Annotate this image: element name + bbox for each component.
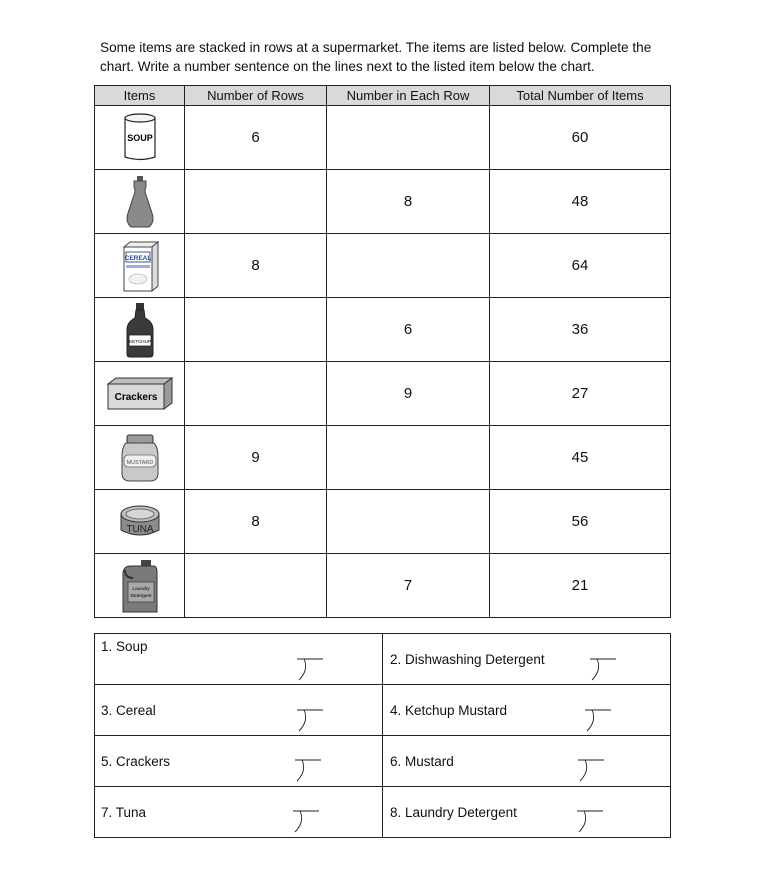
rows-cell: 6 (185, 106, 327, 170)
each-cell[interactable] (327, 106, 490, 170)
number-sentence-table (94, 633, 671, 838)
each-cell: 9 (327, 362, 490, 426)
item-cell (95, 490, 185, 554)
table-row (95, 426, 671, 490)
crackers-box-icon (105, 376, 175, 412)
answer-label: 3. Cereal (101, 703, 156, 718)
header-items: Items (95, 86, 185, 106)
each-cell: 7 (327, 554, 490, 618)
tuna-can-label: TUNA (125, 523, 154, 535)
answer-line-icon (293, 759, 323, 783)
answer-cell-dishwashing-detergent[interactable] (383, 634, 671, 685)
each-cell[interactable] (327, 426, 490, 490)
table-row (95, 490, 671, 554)
answer-cell-ketchup-mustard[interactable] (383, 685, 671, 736)
answer-label: 6. Mustard (390, 754, 454, 769)
total-cell: 60 (490, 106, 671, 170)
answer-line-icon (588, 658, 618, 682)
rows-cell: 8 (185, 234, 327, 298)
multiplication-chart (94, 85, 671, 618)
table-row (95, 554, 671, 618)
laundry-detergent-jug-icon (119, 558, 161, 614)
table-row (95, 106, 671, 170)
answer-row (95, 736, 671, 787)
answer-label: 1. Soup (101, 639, 148, 654)
dish-detergent-bottle-icon (122, 175, 158, 229)
header-total-number-of-items: Total Number of Items (490, 86, 671, 106)
soup-can-label: SOUP (126, 132, 153, 143)
answer-line-icon (295, 709, 325, 733)
item-cell (95, 426, 185, 490)
tuna-can-icon (117, 500, 163, 544)
rows-cell[interactable] (185, 170, 327, 234)
answer-label: 2. Dishwashing Detergent (390, 652, 545, 667)
answer-label: 8. Laundry Detergent (390, 805, 517, 820)
answer-cell-mustard[interactable] (383, 736, 671, 787)
cereal-box-label: CEREAL (124, 254, 151, 262)
table-row (95, 298, 671, 362)
header-number-in-each-row: Number in Each Row (327, 86, 490, 106)
answer-cell-laundry-detergent[interactable] (383, 787, 671, 838)
laundry-detergent-label: Laundry (131, 586, 150, 592)
item-cell (95, 170, 185, 234)
answer-line-icon (295, 658, 325, 682)
rows-cell[interactable] (185, 362, 327, 426)
answer-label: 5. Crackers (101, 754, 171, 769)
laundry-detergent-label-2: Detergent (129, 593, 152, 599)
total-cell: 27 (490, 362, 671, 426)
item-cell (95, 106, 185, 170)
answer-row (95, 634, 671, 685)
crackers-box-label: Crackers (114, 391, 157, 403)
instructions (100, 38, 700, 76)
answer-row (95, 685, 671, 736)
item-cell (95, 234, 185, 298)
total-cell: 56 (490, 490, 671, 554)
item-cell (95, 554, 185, 618)
mustard-jar-label: MUSTARD (126, 459, 153, 466)
table-row (95, 234, 671, 298)
rows-cell[interactable] (185, 298, 327, 362)
soup-can-icon (120, 112, 160, 164)
answer-cell-cereal[interactable] (95, 685, 383, 736)
total-cell: 45 (490, 426, 671, 490)
each-cell: 8 (327, 170, 490, 234)
header-number-of-rows: Number of Rows (185, 86, 327, 106)
answer-line-icon (291, 810, 321, 834)
total-cell: 21 (490, 554, 671, 618)
each-cell: 6 (327, 298, 490, 362)
rows-cell[interactable] (185, 554, 327, 618)
answer-line-icon (576, 759, 606, 783)
answer-line-icon (583, 709, 613, 733)
rows-cell: 9 (185, 426, 327, 490)
answer-label: 4. Ketchup Mustard (390, 703, 508, 718)
rows-cell: 8 (185, 490, 327, 554)
answer-label: 7. Tuna (101, 805, 147, 820)
answer-cell-soup[interactable] (95, 634, 383, 685)
total-cell: 64 (490, 234, 671, 298)
item-cell (95, 362, 185, 426)
answer-cell-tuna[interactable] (95, 787, 383, 838)
total-cell: 36 (490, 298, 671, 362)
item-cell (95, 298, 185, 362)
answer-line-icon (575, 810, 605, 834)
table-row (95, 362, 671, 426)
each-cell[interactable] (327, 490, 490, 554)
answer-cell-crackers[interactable] (95, 736, 383, 787)
answer-row (95, 787, 671, 838)
ketchup-bottle-label: KETCHUP (128, 338, 151, 344)
mustard-jar-icon (120, 433, 160, 483)
chart-header-row (95, 86, 671, 106)
cereal-box-icon (118, 239, 162, 293)
instructions-line-1: Some items are stacked in rows at a supermarket. The items are listed below. Complete the (100, 40, 652, 55)
table-row (95, 170, 671, 234)
ketchup-bottle-icon (122, 302, 158, 358)
instructions-line-2: chart. Write a number sentence on the lines next to the listed item below the chart. (100, 59, 595, 74)
each-cell[interactable] (327, 234, 490, 298)
total-cell: 48 (490, 170, 671, 234)
